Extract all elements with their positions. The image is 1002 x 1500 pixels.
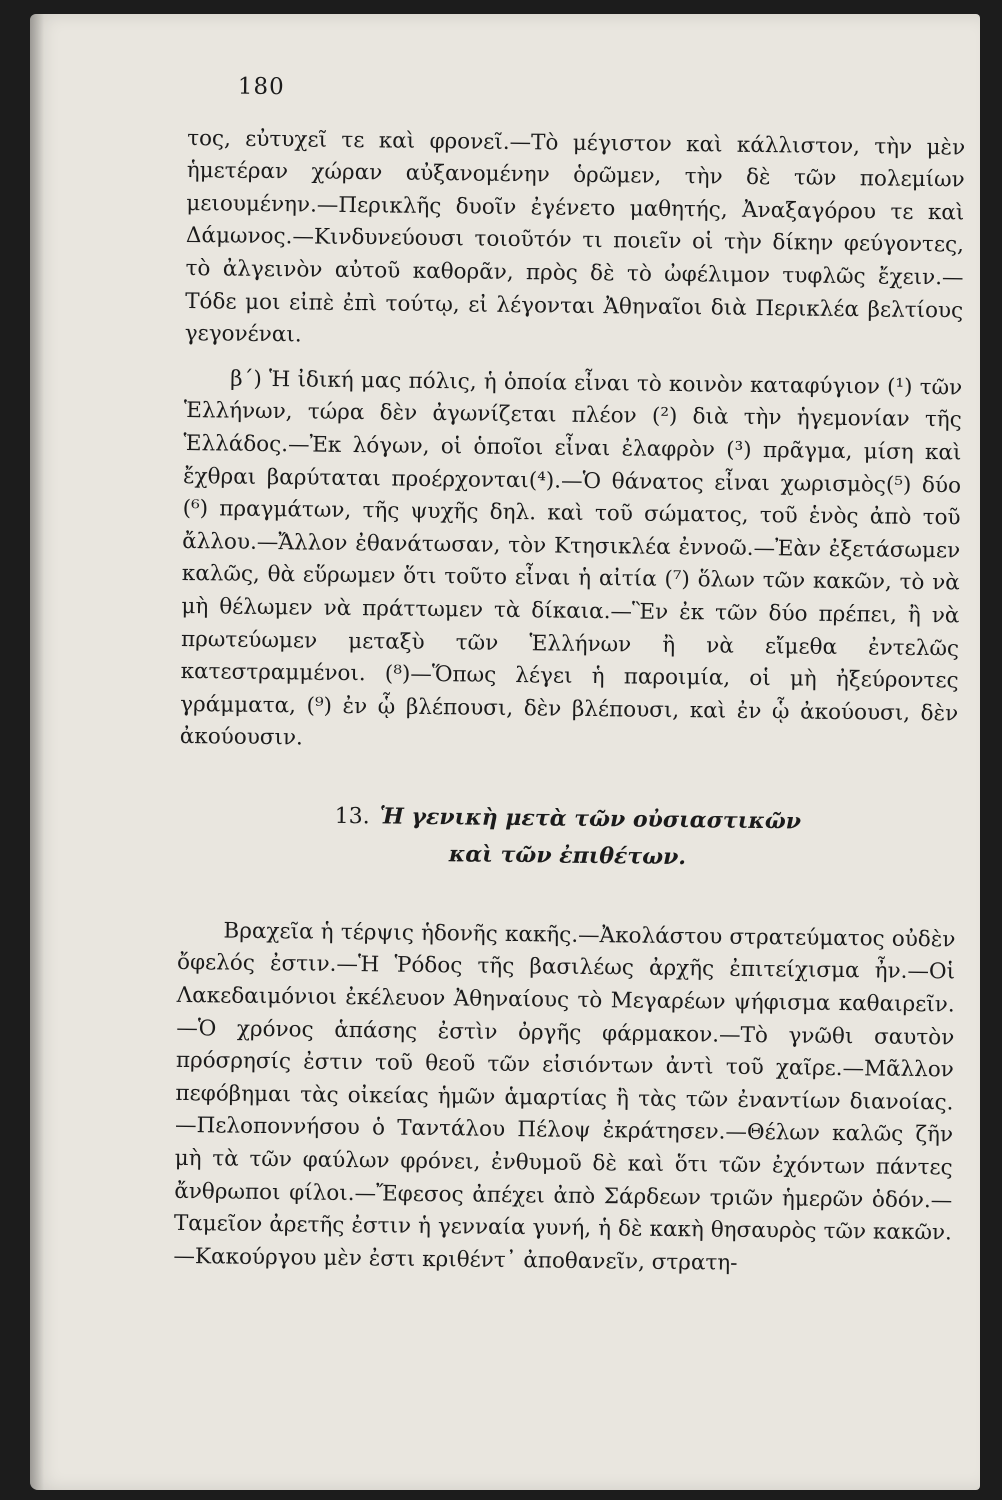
section-title-line2: καὶ τῶν ἐπιθέτων. (448, 841, 687, 871)
paragraph-section-13: Βραχεῖα ἡ τέρψις ἡδονῆς κακῆς.—Ἀκολάστου στρατεύματος οὐδὲν ὄφελός ἐστιν.—Ἡ Ῥόδος τῆς βασιλέως ἀρχῆς ἐπιτείχισμα ἦν.—Οἱ Λακεδαιμόνιοι ἐκέλευον Ἀθηναίους τὸ Μεγαρέων ψήφισμα καθαιρεῖν.—Ὁ χρόνος ἁπάσης ἐστὶν ὀργῆς φάρμακον.—Τὸ γνῶθι σαυτὸν πρόσρησίς ἐστιν τοῦ θεοῦ τῶν εἰσιόντων ἀντὶ τοῦ χαῖρε.—Μᾶλλον πεφόβημαι τὰς οἰκείας ἡμῶν ἁμαρτίας ἢ τὰς τῶν ἐναντίων διανοίας.—Πελοποννήσου ὁ Ταντάλου Πέλοψ ἐκράτησεν.—Θέλων καλῶς ζῆν μὴ τὰ τῶν φαύλων φρόνει, ἐνθυμοῦ δὲ καὶ ὅτι τῶν ἐχόντων πάντες ἄνθρωποι φίλοι.—Ἔφεσος ἀπέχει ἀπὸ Σάρδεων τριῶν ἡμερῶν ὁδόν.—Ταμεῖον ἀρετῆς ἐστιν ἡ γενναία γυνή, ἡ δὲ κακὴ θησαυρὸς τῶν κακῶν.—Κακούργου μὲν ἐστι κριθέντ᾽ ἀποθανεῖν, στρατη- (173, 918, 956, 1276)
paragraph-continued: τος, εὐτυχεῖ τε καὶ φρονεῖ.—Τὸ μέγιστον καὶ κάλλιστον, τὴν μὲν ἡμετέραν χώραν αὐξανομένην ὁρῶμεν, τὴν δὲ τῶν πολεμίων μειουμένην.—Περικλῆς δυοῖν ἐγένετο μαθητής, Ἀναξαγόρου τε καὶ Δάμωνος.—Κινδυνεύουσι τοιοῦτόν τι ποιεῖν οἱ τὴν δίκην φεύγοντες, τὸ ἀλγεινὸν αὐτοῦ καθορᾶν, πρὸς δὲ τὸ ὠφέλιμον τυφλῶς ἔχειν.—Τόδε μοι εἰπὲ ἐπὶ τούτῳ, εἰ λέγονται Ἀθηναῖοι διὰ Περικλέα βελτίους γεγονέναι. (184, 125, 966, 348)
page-text-block (173, 70, 966, 1283)
section-number: 13. (334, 803, 370, 830)
paragraph-exercise-b: β΄) Ἡ ἰδική μας πόλις, ἡ ὁποία εἶναι τὸ κοινὸν καταφύγιον (¹) τῶν Ἑλλήνων, τώρα δὲν ἀγωνίζεται πλέον (²) διὰ τὴν ἡγεμονίαν τῆς Ἑλλάδος.—Ἐκ λόγων, οἱ ὁποῖοι εἶναι ἐλαφρὸν (³) πρᾶγμα, μίση καὶ ἔχθραι βαρύταται προέρχονται(⁴).—Ὁ θάνατος εἶναι χωρισμὸς(⁵) δύο (⁶) πραγμάτων, τῆς ψυχῆς δηλ. καὶ τοῦ σώματος, τοῦ ἑνὸς ἀπὸ τοῦ ἄλλου.—Ἄλλον ἐθανάτωσαν, τὸν Κτησικλέα ἐννοῶ.—Ἐὰν ἐξετάσωμεν καλῶς, θὰ εὕρωμεν ὅτι τοῦτο εἶναι ἡ αἰτία (⁷) ὅλων τῶν κακῶν, τὸ νὰ μὴ θέλωμεν νὰ πράττωμεν τὰ δίκαια.—Ἓν ἐκ τῶν δύο πρέπει, ἢ νὰ πρωτεύωμεν μεταξὺ τῶν Ἑλλήνων ἢ νὰ εἴμεθα ἐντελῶς κατεστραμμένοι. (⁸)—Ὅπως λέγει ἡ παροιμία, οἱ μὴ ἠξεύροντες γράμματα, (⁹) ἐν ᾧ βλέπουσι, δὲν βλέπουσι, καὶ ἐν ᾧ ἀκούουσι, δὲν ἀκούουσιν. (179, 366, 963, 751)
page-number: 180 (237, 73, 285, 101)
section-title-line1: Ἡ γενικὴ μετὰ τῶν οὐσιαστικῶν (379, 803, 802, 835)
section-heading (178, 796, 957, 878)
page-gutter-shadow (30, 14, 44, 1490)
